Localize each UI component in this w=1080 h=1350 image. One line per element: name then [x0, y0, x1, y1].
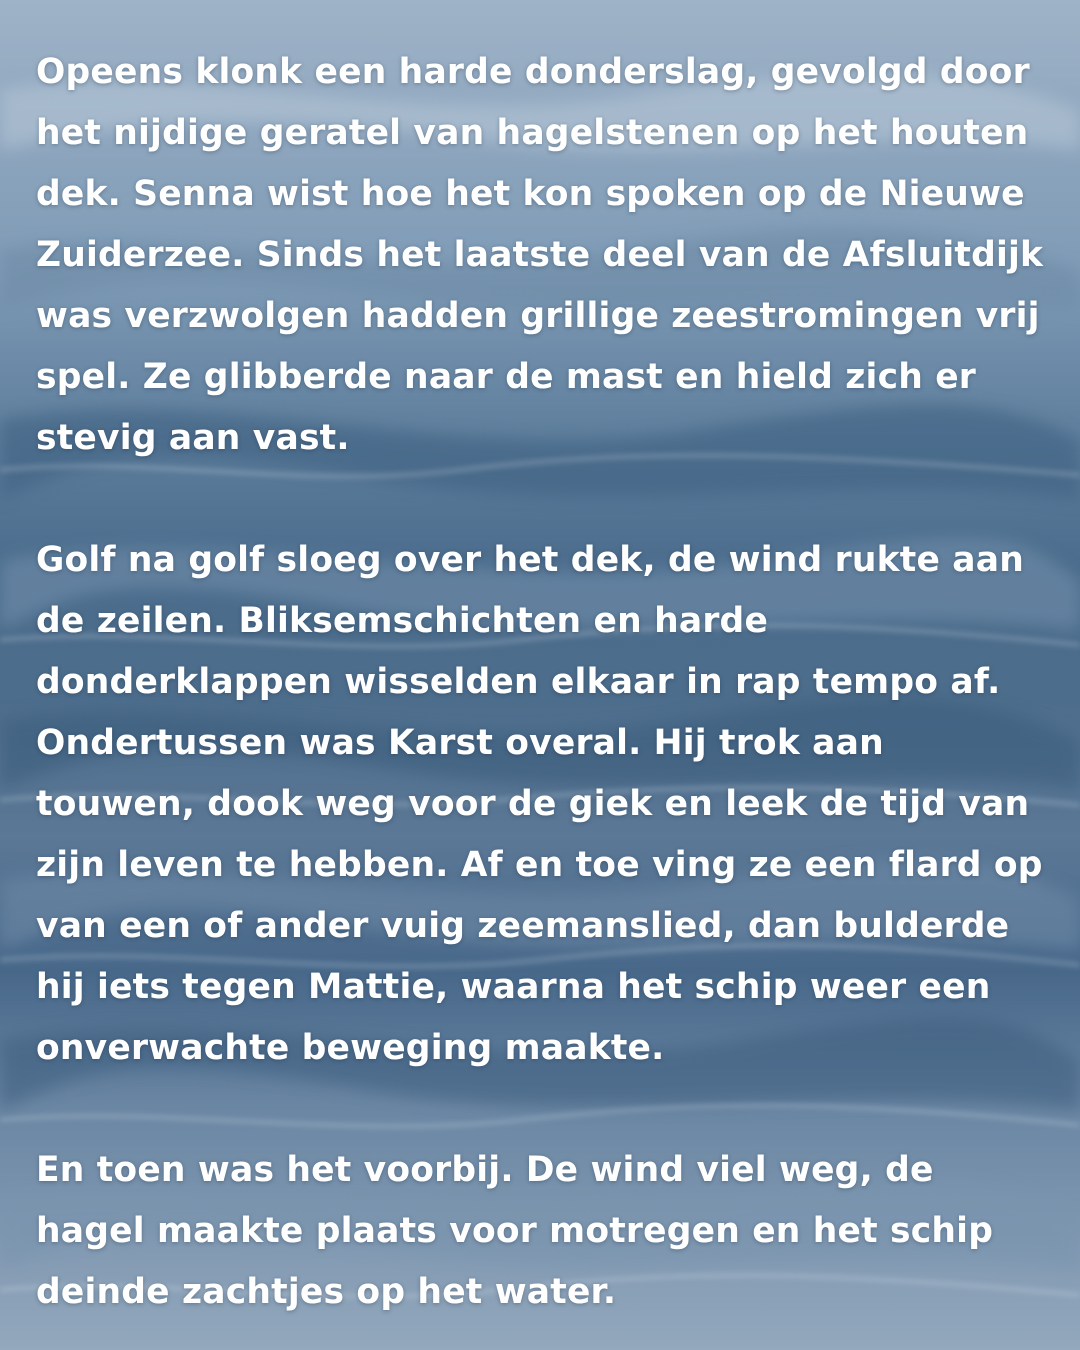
story-paragraph-1: Opeens klonk een harde donderslag, gevolgd door het nijdige geratel van hagelstenen op het houten dek. Senna wist hoe het kon spoken op de Nieuwe Zuiderzee. Sinds het laatste deel van de Afsluitdijk was verzwolgen hadden grillige zeestromingen vrij spel. Ze glibberde naar de mast en hield zich er stevig aan vast.	[36, 52, 1044, 458]
story-text	[36, 42, 1046, 1323]
story-paragraph-3: En toen was het voorbij. De wind viel weg, de hagel maakte plaats voor motregen en het schip deinde zachtjes op het water.	[36, 1150, 994, 1312]
story-paragraph-2: Golf na golf sloeg over het dek, de wind rukte aan de zeilen. Bliksemschichten en harde donderklappen wisselden elkaar in rap tempo af. Ondertussen was Karst overal. Hij trok aan touwen, dook weg voor de giek en leek de tijd van zijn leven te hebben. Af en toe ving ze een flard op van een of ander vuig zeemanslied, dan bulderde hij iets tegen Mattie, waarna het schip weer een onverwachte beweging maakte.	[36, 540, 1043, 1068]
